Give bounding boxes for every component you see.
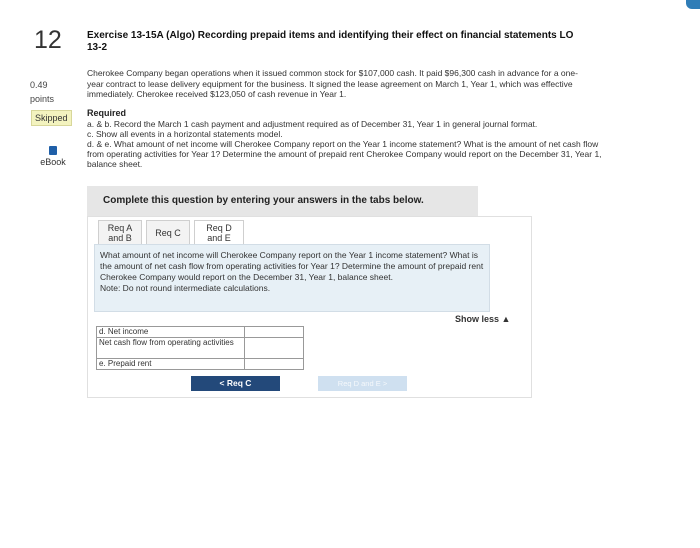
question-text bbox=[100, 250, 490, 294]
row-label: Net cash flow from operating activities bbox=[97, 338, 245, 359]
tab-label: Req A bbox=[107, 223, 133, 233]
question-number: 12 bbox=[34, 26, 62, 54]
next-tab-button[interactable]: Req D and E > bbox=[318, 376, 407, 391]
points-info bbox=[30, 78, 54, 106]
required-heading: Required bbox=[87, 108, 127, 118]
required-list bbox=[87, 119, 607, 169]
tab-req-c[interactable] bbox=[146, 220, 190, 246]
tab-label: Req D bbox=[206, 223, 232, 233]
required-item: c. Show all events in a horizontal statements model. bbox=[87, 129, 283, 139]
tab-label: Req C bbox=[155, 228, 181, 238]
prompt-note: Note: Do not round intermediate calculations. bbox=[100, 283, 271, 293]
exercise-intro: Cherokee Company began operations when it issued common stock for $107,000 cash. It paid $96,300 cash in advance for a one-year contract to lease delivery equipment for the business. It signed the lease agreement on March 1, Year 1, which was effective immediately. Cherokee received $123,050 of cash revenue in Year 1. bbox=[87, 68, 578, 99]
book-icon bbox=[49, 146, 57, 155]
table-row bbox=[97, 359, 304, 370]
required-item: a. & b. Record the March 1 cash payment and adjustment required as of December 31, Year 1 in general journal format. bbox=[87, 119, 538, 129]
net-income-input[interactable] bbox=[245, 327, 304, 338]
prompt-text: What amount of net income will Cherokee Company report on the Year 1 income statement? What is the amount of net cash flow from operating activities for Year 1? Determine the amount of prepaid rent Cherokee Company would report on the December 31, Year 1, balance sheet. bbox=[100, 250, 484, 282]
prepaid-rent-input[interactable] bbox=[245, 359, 304, 370]
answer-table bbox=[96, 326, 304, 370]
tab-label: and B bbox=[108, 233, 132, 243]
corner-tab bbox=[686, 0, 700, 9]
required-item: d. & e. What amount of net income will Cherokee Company report on the Year 1 income statement? What is the amount of net cash flow from operating activities for Year 1? Determine the amount of prepaid rent Cherokee Company would report on the December 31, Year 1, balance sheet. bbox=[87, 139, 602, 169]
net-cash-flow-input[interactable] bbox=[245, 338, 304, 359]
table-row bbox=[97, 327, 304, 338]
points-value: 0.49 bbox=[30, 80, 48, 90]
status-badge: Skipped bbox=[31, 110, 72, 126]
table-row bbox=[97, 338, 304, 359]
row-label: d. Net income bbox=[97, 327, 245, 338]
ebook-label: eBook bbox=[40, 157, 66, 167]
ebook-link[interactable] bbox=[38, 146, 68, 167]
show-less-link[interactable]: Show less ▲ bbox=[455, 314, 511, 324]
exercise-title: Exercise 13-15A (Algo) Recording prepaid items and identifying their effect on financial statements LO 13-2 bbox=[87, 30, 574, 53]
row-label: e. Prepaid rent bbox=[97, 359, 245, 370]
prev-tab-button[interactable]: < Req C bbox=[191, 376, 280, 391]
tab-label: and E bbox=[207, 233, 231, 243]
points-label: points bbox=[30, 94, 55, 104]
complete-banner-text: Complete this question by entering your answers in the tabs below. bbox=[103, 195, 424, 206]
complete-banner bbox=[87, 186, 478, 216]
